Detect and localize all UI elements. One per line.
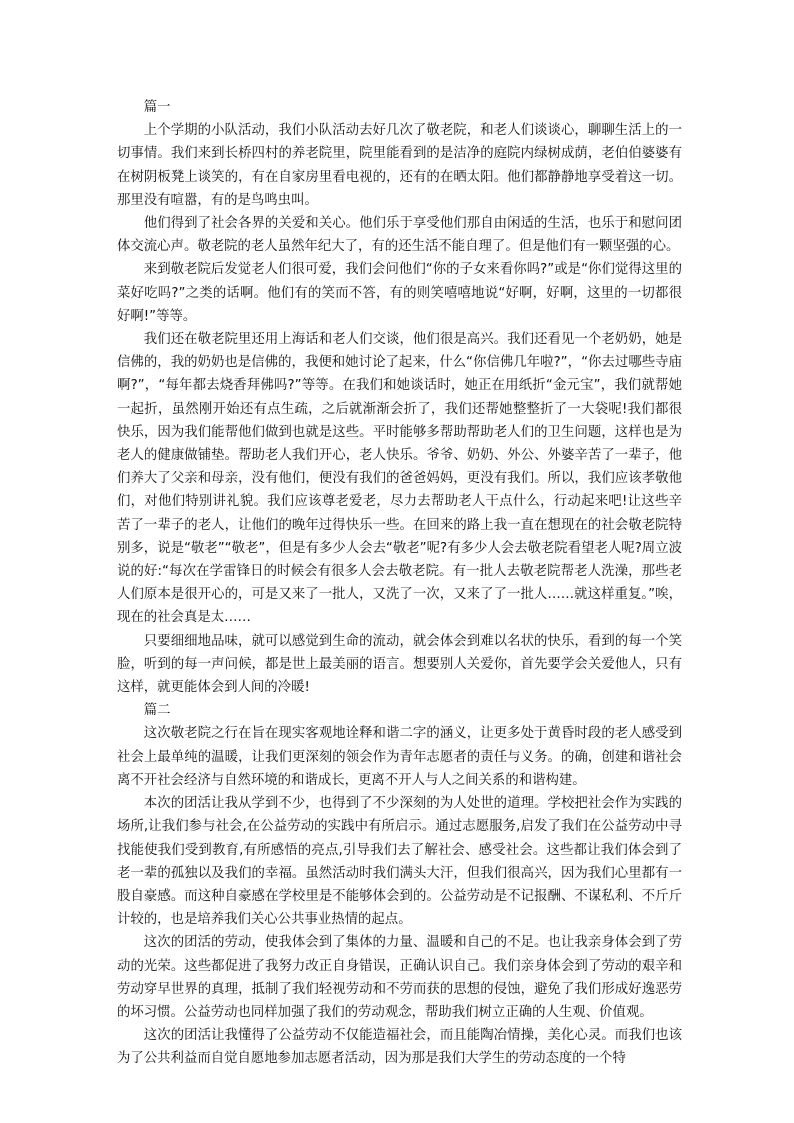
section-1-paragraph-5: 只要细细地品味，就可以感觉到生命的流动，就会体会到难以名状的快乐，看到的每一个笑脸，听到的每一声问候，都是世上最美丽的语言。想要别人关爱你，首先要学会关爱他人，只有这样，就更能体会到人间的冷暖! (117, 633, 682, 696)
section-1-paragraph-4: 我们还在敬老院里还用上海话和老人们交谈，他们很是高兴。我们还看见一个老奶奶，她是信佛的，我的奶奶也是信佛的，我便和她讨论了起来，什么“你信佛几年啦?”，“你去过哪些寺庙啊?”，“每年都去烧香拜佛吗?”等等。在我们和她谈话时，她正在用纸折“金元宝”，我们就帮她一起折，虽然刚开始还有点生疏，之后就渐渐会折了，我们还帮她整整折了一大袋呢!我们都很快乐，因为我们能帮他们做到也就是这些。平时能够多帮助帮助老人们的卫生问题，这样也是为老人的健康做铺垫。帮助老人我们开心，老人快乐。爷爷、奶奶、外公、外婆辛苦了一辈子，他们养大了父亲和母亲，没有他们，便没有我们的爸爸妈妈，更没有我们。所以，我们应该孝敬他们，对他们特别讲礼貌。我们应该尊老爱老，尽力去帮助老人干点什么，行动起来吧!让这些辛苦了一辈子的老人，让他们的晚年过得快乐一些。在回来的路上我一直在想现在的社会敬老院特别多，说是“敬老”“敬老”，但是有多少人会去“敬老”呢?有多少人会去敬老院看望老人呢?周立波说的好:“每次在学雷锋日的时候会有很多人会去敬老院。有一批人去敬老院帮老人洗澡，那些老人们原本是很开心的，可是又来了一批人，又洗了一次，又来了了一批人……就这样重复。”唉，现在的社会真是太…… (117, 332, 682, 626)
section-2-paragraph-4: 这次的团活让我懂得了公益劳动不仅能造福社会，而且能陶冶情操，美化心灵。而我们也该为了公共利益而自觉自愿地参加志愿者活动，因为那是我们大学生的劳动态度的一个特 (117, 1028, 682, 1067)
section-2-paragraph-2: 本次的团活让我从学到不少，也得到了不少深刻的为人处世的道理。学校把社会作为实践的场所,让我们参与社会,在公益劳动的实践中有所启示。通过志愿服务,启发了我们在公益劳动中寻找能使我们受到教育,有所感悟的亮点,引导我们去了解社会、感受社会。这些都让我们体会到了老一辈的孤独以及我们的幸福。虽然活动时我们满头大汗，但我们很高兴，因为我们心里都有一股自豪感。而这种自豪感在学校里是不能够体会到的。公益劳动是不记报酬、不谋私利、不斤斤计较的，也是培养我们关心公共事业热情的起点。 (117, 796, 682, 928)
document-page (117, 96, 682, 1071)
section-1-paragraph-1: 上个学期的小队活动，我们小队活动去好几次了敬老院，和老人们谈谈心，聊聊生活上的一切事情。我们来到长桥四村的养老院里，院里能看到的是洁净的庭院内绿树成荫，老伯伯婆婆有在树阴板凳上谈笑的，有在自家房里看电视的，还有的在晒太阳。他们都静静地享受着这一切。那里没有喧嚣，有的是鸟鸣虫叫。 (117, 123, 682, 208)
section-2-title: 篇二 (143, 703, 171, 719)
section-1-title: 篇一 (143, 100, 171, 115)
section-1-paragraph-3: 来到敬老院后发觉老人们很可爱，我们会问他们“你的子女来看你吗?”或是“你们觉得这里的菜好吃吗?”之类的话啊。他们有的笑而不答，有的则笑嘻嘻地说“好啊，好啊，这里的一切都很好啊!”等等。 (117, 262, 682, 324)
section-1-paragraph-2: 他们得到了社会各界的关爱和关心。他们乐于享受他们那自由闲适的生活，也乐于和慰问团体交流心声。敬老院的老人虽然年纪大了，有的还生活不能自理了。但是他们有一颗坚强的心。 (117, 216, 682, 255)
section-2-paragraph-3: 这次的团活的劳动，使我体会到了集体的力量、温暖和自己的不足。也让我亲身体会到了劳动的光荣。这些都促进了我努力改正自身错误，正确认识自己。我们亲身体会到了劳动的艰辛和劳动穿早世界的真理，抵制了我们轻视劳动和不劳而获的思想的侵蚀，避免了我们形成好逸恶劳的坏习惯。公益劳动也同样加强了我们的劳动观念，帮助我们树立正确的人生观、价值观。 (117, 935, 682, 1020)
section-2-paragraph-1: 这次敬老院之行在旨在现实客观地诠释和谐二字的涵义，让更多处于黄昏时段的老人感受到社会上最单纯的温暖，让我们更深刻的领会作为青年志愿者的责任与义务。的确，创建和谐社会离不开社会经济与自然环境的和谐成长，更离不开人与人之间关系的和谐构建。 (117, 726, 682, 788)
